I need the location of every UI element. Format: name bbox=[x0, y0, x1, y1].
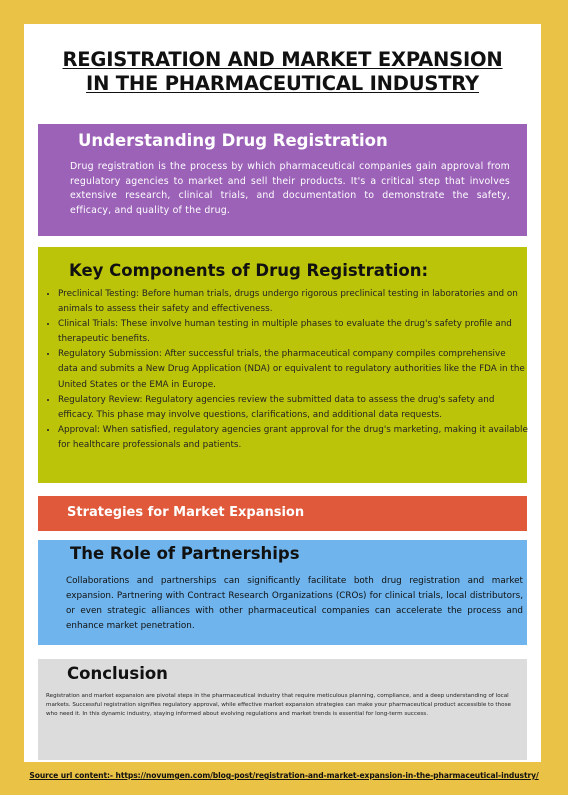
list-item: • Preclinical Testing: Before human trials, drugs undergo rigorous preclinical testing in laboratories and on animals to assess their safety and effectiveness. bbox=[58, 287, 528, 317]
understanding-section bbox=[38, 124, 527, 236]
key-components-heading: Key Components of Drug Registration: bbox=[69, 261, 429, 280]
partnerships-heading: The Role of Partnerships bbox=[70, 544, 300, 563]
list-item: • Approval: When satisfied, regulatory agencies grant approval for the drug's marketing, making it available for healthcare professionals and patients. bbox=[58, 423, 528, 453]
page-title-line-2: IN THE PHARMACEUTICAL INDUSTRY bbox=[86, 72, 479, 95]
list-item: • Regulatory Review: Regulatory agencies review the submitted data to assess the drug's safety and efficacy. This phase may involve questions, clarifications, and additional data requests. bbox=[58, 393, 528, 423]
page-title bbox=[24, 48, 541, 96]
conclusion-text: Registration and market expansion are pivotal steps in the pharmaceutical industry that require meticulous planning, compliance, and a deep understanding of local markets. Successful registration signifies regulatory approval, while effective market expansion strategies can make your pharmaceutical product accessible to those who need it. In this dynamic industry, staying informed about evolving regulations and market trends is essential for long-term success. bbox=[46, 693, 511, 718]
key-components-list bbox=[46, 287, 528, 453]
key-components-section bbox=[38, 247, 527, 483]
conclusion-section bbox=[38, 659, 527, 760]
source-url-link[interactable]: Source url content:- https://novumgen.com/blog-post/registration-and-market-expansion-in-the-pharmaceutical-industry/ bbox=[29, 771, 539, 780]
understanding-heading: Understanding Drug Registration bbox=[78, 131, 388, 150]
page-title-line-1: REGISTRATION AND MARKET EXPANSION bbox=[62, 48, 503, 71]
understanding-text: Drug registration is the process by which pharmaceutical companies gain approval from regulatory agencies to market and sell their products. It's a critical step that involves extensive research, clinical trials, and documentation to demonstrate the safety, efficacy, and quality of the drug. bbox=[70, 161, 510, 216]
strategies-heading: Strategies for Market Expansion bbox=[67, 505, 305, 520]
strategies-banner bbox=[38, 496, 527, 531]
partnerships-text: Collaborations and partnerships can significantly facilitate both drug registration and market expansion. Partnering with Contract Research Organizations (CROs) for clinical trials, local distributors, or even strategic alliances with other pharmaceutical companies can accelerate the process and enhance market penetration. bbox=[66, 576, 523, 632]
conclusion-heading: Conclusion bbox=[67, 664, 168, 683]
infographic-page bbox=[24, 24, 541, 762]
list-item: • Regulatory Submission: After successful trials, the pharmaceutical company compiles comprehensive data and submits a New Drug Application (NDA) or equivalent to regulatory authorities like the FDA in the United States or the EMA in Europe. bbox=[58, 347, 528, 392]
partnerships-section bbox=[38, 540, 527, 645]
list-item: • Clinical Trials: These involve human testing in multiple phases to evaluate the drug's safety profile and therapeutic benefits. bbox=[58, 317, 528, 347]
